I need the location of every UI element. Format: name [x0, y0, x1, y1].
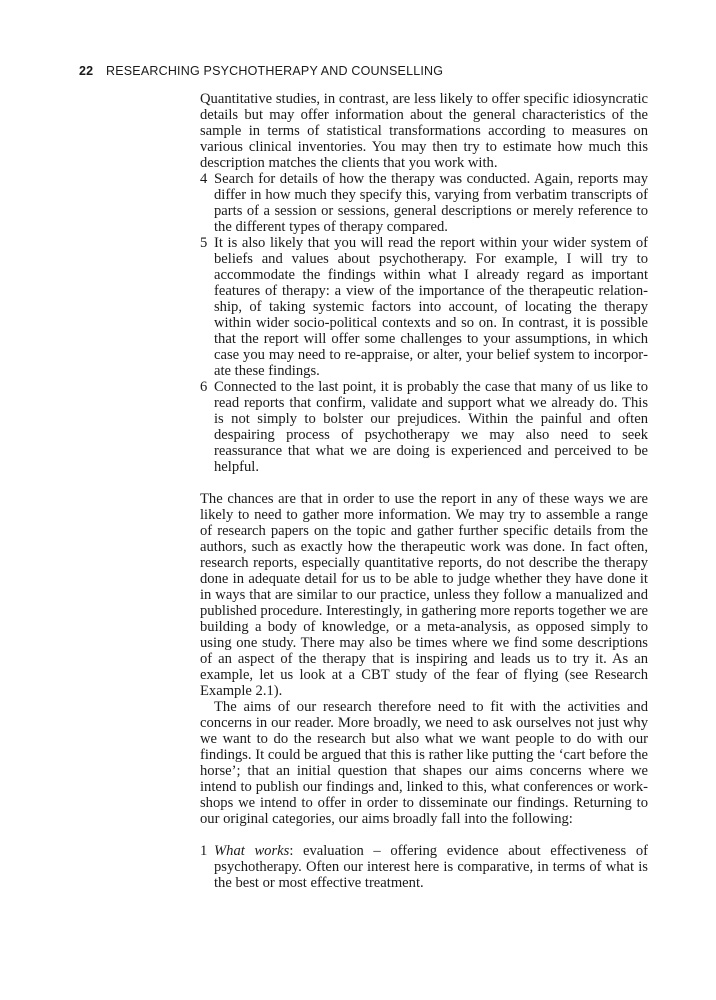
- list-item-continuation: Quantitative studies, in contrast, are less likely to offer specific idiosyncratic details but may offer information about the general characteristics of the sample in terms of statistical transformations according to measures on various clinical inventories. You may then try to estimate how much this description matches the clients that you work with.: [200, 91, 648, 171]
- list-item-number: 4: [200, 171, 208, 187]
- paragraph-gap: [200, 827, 648, 843]
- list-item-number: 1: [200, 843, 208, 859]
- list-item-number: 6: [200, 379, 208, 395]
- body-text: [200, 91, 648, 891]
- list-item-number: 5: [200, 235, 208, 251]
- list-item-text: Connected to the last point, it is probably the case that many of us like to read reports that confirm, validate and support what we already do. This is not simply to bolster our prejudices. Within the painful and often despairing process of psychotherapy we may also need to seek reassurance that what we are doing is experienced and perceived to be helpful.: [214, 379, 648, 475]
- list-item-text: Search for details of how the therapy was conducted. Again, reports may differ in how much they specify this, varying from verbatim transcripts of parts of a session or sessions, general descriptions or merely reference to the different types of therapy compared.: [214, 171, 648, 235]
- list-item: [200, 843, 648, 891]
- paragraph: The aims of our research therefore need to fit with the activities and concerns in our reader. More broadly, we need to ask ourselves not just why we want to do the research but also what we want people to do with our findings. It could be argued that this is rather like putting the ‘cart before the horse’; that an initial question that shapes our aims concerns where we intend to publish our findings and, linked to this, what conferences or workshops we intend to offer in order to disseminate our findings. Returning to our original categories, our aims broadly fall into the following:: [200, 699, 648, 827]
- paragraph-gap: [200, 475, 648, 491]
- running-head: [79, 64, 443, 78]
- paragraph: The chances are that in order to use the report in any of these ways we are likely to need to gather more information. We may try to assemble a range of research papers on the topic and gather further specific details from the authors, such as exactly how the therapeutic work was done. In fact often, research reports, especially quantitative reports, do not describe the therapy done in adequate detail for us to be able to judge whether they have done it in ways that are similar to our practice, unless they follow a manualized and published procedure. Interestingly, in gathering more reports together we are building a body of knowledge, or a meta-analysis, as opposed simply to using one study. There may also be times where we find some descriptions of an aspect of the therapy that is inspiring and leads us to try it. As an example, let us look at a CBT study of the fear of flying (see Research Example 2.1).: [200, 491, 648, 699]
- list-item-description: : evaluation – offering evidence about effectiveness of psychotherapy. Often our interest here is comparative, in terms of what is the best or most effective treatment.: [214, 843, 648, 891]
- list-item: [200, 379, 648, 475]
- list-item-term: What works: [214, 843, 290, 859]
- list-item-text: [214, 843, 648, 891]
- list-item: [200, 171, 648, 235]
- running-title: RESEARCHING PSYCHOTHERAPY AND COUNSELLING: [106, 64, 444, 78]
- list-item: [200, 235, 648, 379]
- list-item-text: It is also likely that you will read the report within your wider system of beliefs and values about psychotherapy. For example, I will try to accommodate the findings within what I already regard as important features of therapy: a view of the importance of the therapeutic relationship, of taking systemic factors into account, of locating the therapy within wider socio-political contexts and so on. In contrast, it is possible that the report will offer some challenges to your assumptions, in which case you may need to re-appraise, or alter, your belief system to incorporate these findings.: [214, 235, 648, 379]
- page-number: 22: [79, 64, 94, 78]
